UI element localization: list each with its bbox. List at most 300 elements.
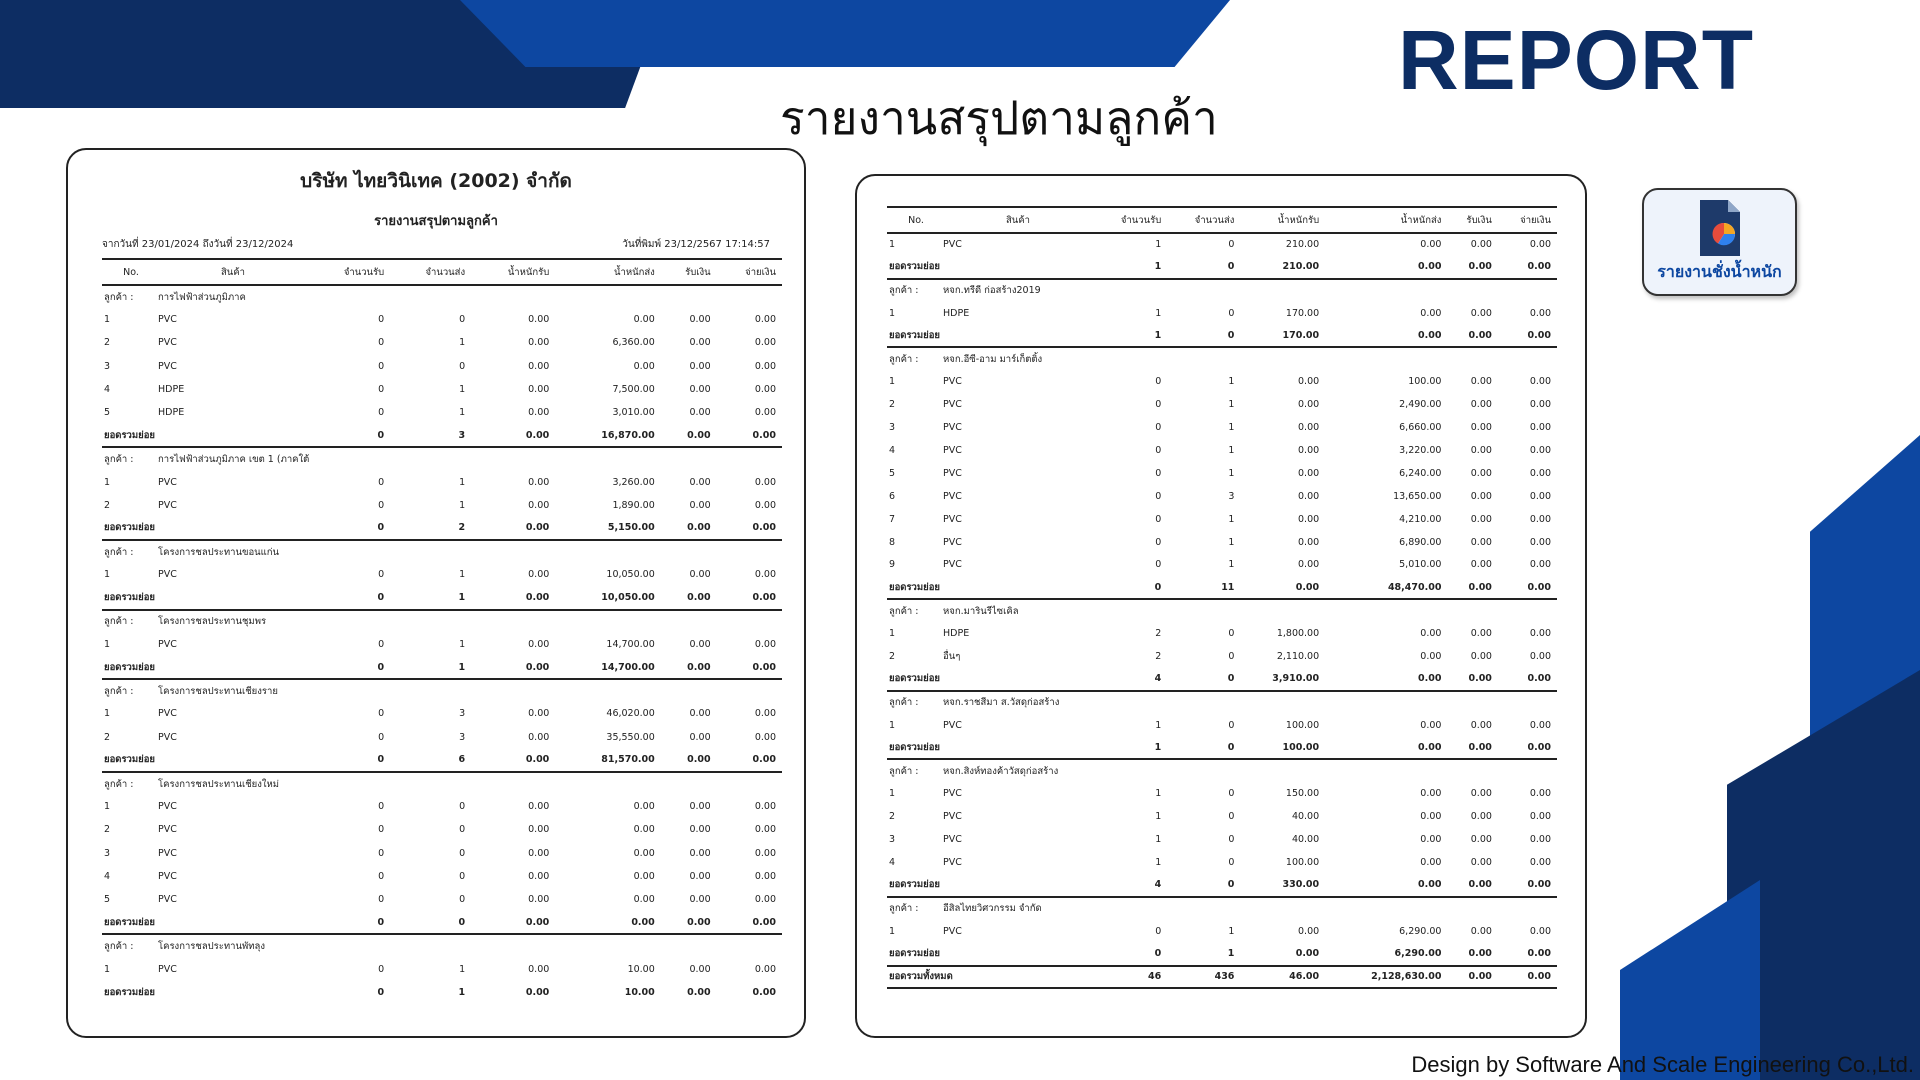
side-decoration-blue-small xyxy=(1620,880,1760,1080)
table-row xyxy=(102,818,782,841)
row-no: 4 xyxy=(104,870,111,882)
subtotal-row xyxy=(887,576,1557,599)
customer-header-row xyxy=(887,759,1557,782)
subtotal-row-qty-out: 1 xyxy=(1227,948,1235,960)
row-weight-out: 0.00 xyxy=(633,314,655,326)
row-paid: 0.00 xyxy=(754,383,776,395)
col-weight-in: น้ำหนักรับ xyxy=(1240,207,1325,233)
table-row xyxy=(887,302,1557,325)
row-weight-in: 40.00 xyxy=(1291,834,1320,846)
table-row xyxy=(887,233,1557,256)
table-row xyxy=(102,494,782,517)
subtotal-row-qty-out: 11 xyxy=(1221,581,1235,593)
row-no: 1 xyxy=(104,708,111,720)
row-paid: 0.00 xyxy=(1529,856,1551,868)
subtotal-row-qty-in: 1 xyxy=(1154,261,1162,273)
row-no: 1 xyxy=(104,314,111,326)
subtotal-row-weight-out: 0.00 xyxy=(631,916,655,928)
weight-report-label: รายงานชั่งน้ำหนัก xyxy=(1657,262,1782,281)
row-paid: 0.00 xyxy=(754,847,776,859)
row-received: 0.00 xyxy=(689,847,711,859)
row-qty-in: 0 xyxy=(378,360,385,372)
subtotal-row-paid: 0.00 xyxy=(1527,261,1551,273)
row-weight-out: 46,020.00 xyxy=(606,708,655,720)
subtotal-row-qty-out: 1 xyxy=(458,592,466,604)
row-no: 1 xyxy=(889,788,896,800)
row-no: 1 xyxy=(104,476,111,488)
table-row xyxy=(887,828,1557,851)
row-received: 0.00 xyxy=(1470,834,1492,846)
row-product: PVC xyxy=(943,513,962,525)
report-page-left xyxy=(66,148,806,1038)
subtotal-row-paid: 0.00 xyxy=(752,522,776,534)
row-no: 4 xyxy=(889,444,896,456)
col-no: No. xyxy=(887,207,943,233)
customer-label: ลูกค้า : xyxy=(887,347,943,370)
row-weight-in: 0.00 xyxy=(1298,467,1320,479)
row-paid: 0.00 xyxy=(754,360,776,372)
row-no: 3 xyxy=(889,422,896,434)
row-product: PVC xyxy=(943,856,962,868)
row-qty-in: 0 xyxy=(378,476,385,488)
row-weight-in: 0.00 xyxy=(528,476,550,488)
row-qty-out: 1 xyxy=(1228,925,1235,937)
row-no: 2 xyxy=(104,731,111,743)
row-qty-out: 0 xyxy=(1228,788,1235,800)
row-paid: 0.00 xyxy=(1529,925,1551,937)
row-received: 0.00 xyxy=(1470,307,1492,319)
row-product: HDPE xyxy=(158,383,185,395)
table-row xyxy=(887,622,1557,645)
row-paid: 0.00 xyxy=(1529,788,1551,800)
row-qty-in: 1 xyxy=(1155,834,1162,846)
subtotal-row-weight-in: 100.00 xyxy=(1282,742,1320,754)
subtotal-row-qty-in: 0 xyxy=(377,522,385,534)
grand-total-row-paid: 0.00 xyxy=(1498,966,1557,989)
grand-total-row-weight-out: 2,128,630.00 xyxy=(1325,966,1447,989)
row-received: 0.00 xyxy=(1470,925,1492,937)
subtotal-row xyxy=(102,424,782,447)
row-paid: 0.00 xyxy=(1529,513,1551,525)
row-weight-in: 100.00 xyxy=(1285,719,1320,731)
row-qty-in: 0 xyxy=(378,337,385,349)
row-product: PVC xyxy=(158,801,177,813)
customer-name: หจก.สิงห์ทองค้าวัสดุก่อสร้าง xyxy=(943,759,1557,782)
row-weight-in: 0.00 xyxy=(528,337,550,349)
row-product: อื่นๆ xyxy=(943,650,961,662)
row-weight-out: 2,490.00 xyxy=(1399,399,1442,411)
row-paid: 0.00 xyxy=(754,337,776,349)
row-qty-in: 0 xyxy=(378,638,385,650)
row-received: 0.00 xyxy=(1470,399,1492,411)
grand-total-row-label: ยอดรวมทั้งหมด xyxy=(887,966,1093,989)
table-row xyxy=(102,471,782,494)
subtotal-row xyxy=(102,586,782,609)
row-received: 0.00 xyxy=(689,870,711,882)
customer-label: ลูกค้า : xyxy=(887,691,943,714)
row-no: 2 xyxy=(104,824,111,836)
customer-label: ลูกค้า : xyxy=(104,291,134,303)
col-qty-in: จำนวนรับ xyxy=(1093,207,1167,233)
subtotal-row-received: 0.00 xyxy=(687,916,711,928)
row-qty-in: 0 xyxy=(378,963,385,975)
row-qty-out: 0 xyxy=(459,824,466,836)
col-qty-out: จำนวนส่ง xyxy=(1167,207,1240,233)
row-product: PVC xyxy=(943,834,962,846)
table-row xyxy=(102,957,782,980)
row-weight-in: 0.00 xyxy=(1298,422,1320,434)
row-weight-in: 2,110.00 xyxy=(1276,650,1320,662)
subtotal-row-received: 0.00 xyxy=(1468,261,1492,273)
row-no: 3 xyxy=(889,834,896,846)
report-document-icon xyxy=(1696,198,1744,258)
subtotal-row-qty-in: 0 xyxy=(377,661,385,673)
row-weight-out: 6,240.00 xyxy=(1399,467,1442,479)
subtotal-row-weight-out: 81,570.00 xyxy=(601,754,655,766)
grand-total-row-received: 0.00 xyxy=(1447,966,1497,989)
row-product: PVC xyxy=(158,360,177,372)
row-weight-out: 0.00 xyxy=(1420,628,1442,640)
subtotal-row-weight-in: 0.00 xyxy=(525,754,550,766)
row-received: 0.00 xyxy=(1470,536,1492,548)
row-weight-out: 0.00 xyxy=(1420,650,1442,662)
row-product: PVC xyxy=(943,239,962,251)
row-weight-out: 0.00 xyxy=(633,801,655,813)
subtotal-row-received: 0.00 xyxy=(687,661,711,673)
subtotal-row xyxy=(887,256,1557,279)
row-product: PVC xyxy=(943,559,962,571)
row-received: 0.00 xyxy=(689,708,711,720)
row-paid: 0.00 xyxy=(1529,628,1551,640)
report-print-date: วันที่พิมพ์ 23/12/2567 17:14:57 xyxy=(622,239,770,250)
subtotal-row-weight-out: 48,470.00 xyxy=(1387,581,1442,593)
customer-header-row xyxy=(102,772,782,795)
subtotal-row-paid: 0.00 xyxy=(1527,673,1551,685)
row-qty-out: 1 xyxy=(459,383,466,395)
subtotal-row-qty-out: 1 xyxy=(458,661,466,673)
grand-total-row-qty-out: 436 xyxy=(1167,966,1240,989)
row-weight-in: 0.00 xyxy=(528,569,550,581)
row-qty-in: 0 xyxy=(378,847,385,859)
row-paid: 0.00 xyxy=(754,407,776,419)
report-table-right xyxy=(887,206,1557,989)
row-received: 0.00 xyxy=(689,893,711,905)
row-paid: 0.00 xyxy=(754,893,776,905)
row-product: HDPE xyxy=(158,407,185,419)
row-no: 2 xyxy=(889,650,896,662)
row-received: 0.00 xyxy=(1470,467,1492,479)
row-qty-out: 0 xyxy=(1228,650,1235,662)
row-qty-out: 1 xyxy=(459,963,466,975)
row-product: PVC xyxy=(943,925,962,937)
col-weight-in: น้ำหนักรับ xyxy=(471,259,555,285)
row-weight-out: 35,550.00 xyxy=(606,731,655,743)
row-weight-out: 0.00 xyxy=(633,893,655,905)
table-row xyxy=(887,508,1557,531)
customer-header-row xyxy=(102,285,782,308)
row-paid: 0.00 xyxy=(1529,239,1551,251)
customer-header-row xyxy=(102,610,782,633)
subtotal-row xyxy=(102,911,782,934)
row-received: 0.00 xyxy=(1470,444,1492,456)
row-qty-in: 0 xyxy=(1155,467,1162,479)
subtotal-row-received: 0.00 xyxy=(1468,330,1492,341)
row-weight-out: 6,890.00 xyxy=(1399,536,1442,548)
customer-name: หจก.อีซี-อาม มาร์เก็ตติ้ง xyxy=(943,347,1557,370)
row-weight-in: 0.00 xyxy=(528,870,550,882)
row-qty-out: 0 xyxy=(1228,628,1235,640)
row-no: 5 xyxy=(104,893,111,905)
row-paid: 0.00 xyxy=(1529,559,1551,571)
row-paid: 0.00 xyxy=(754,870,776,882)
subtotal-row-weight-in: 0.00 xyxy=(525,592,550,604)
subtotal-row-paid: 0.00 xyxy=(752,754,776,766)
customer-label: ลูกค้า : xyxy=(102,679,158,702)
table-row xyxy=(887,439,1557,462)
subtotal-row-paid: 0.00 xyxy=(752,429,776,441)
row-received: 0.00 xyxy=(1470,513,1492,525)
row-no: 3 xyxy=(104,360,111,372)
row-qty-out: 0 xyxy=(459,314,466,326)
row-received: 0.00 xyxy=(689,963,711,975)
row-received: 0.00 xyxy=(689,638,711,650)
col-received: รับเงิน xyxy=(1447,207,1497,233)
subtotal-row-weight-in: 170.00 xyxy=(1282,330,1320,341)
table-row xyxy=(102,401,782,424)
row-weight-out: 6,360.00 xyxy=(612,337,655,349)
row-paid: 0.00 xyxy=(754,731,776,743)
row-qty-out: 3 xyxy=(459,731,466,743)
row-weight-out: 10,050.00 xyxy=(606,569,655,581)
row-received: 0.00 xyxy=(689,731,711,743)
subtotal-row-weight-out: 5,150.00 xyxy=(607,522,655,534)
subtotal-row-paid: 0.00 xyxy=(752,986,776,998)
report-page-right xyxy=(855,174,1587,1038)
subtotal-row-paid: 0.00 xyxy=(1527,581,1551,593)
row-weight-out: 100.00 xyxy=(1408,376,1442,388)
subtotal-row-qty-out: 0 xyxy=(458,916,466,928)
grand-total-row-qty-in: 46 xyxy=(1093,966,1167,989)
subtotal-row-weight-in: 210.00 xyxy=(1282,261,1320,273)
weight-report-button[interactable] xyxy=(1642,188,1797,296)
subtotal-row-qty-out: 0 xyxy=(1227,879,1235,891)
subtotal-row-qty-in: 0 xyxy=(377,592,385,604)
subtotal-row-label: ยอดรวมย่อย xyxy=(889,673,940,685)
customer-header-row xyxy=(887,599,1557,622)
row-received: 0.00 xyxy=(689,499,711,511)
row-qty-out: 1 xyxy=(1228,422,1235,434)
row-qty-out: 0 xyxy=(1228,834,1235,846)
customer-header-row xyxy=(887,279,1557,302)
row-no: 2 xyxy=(104,337,111,349)
subtotal-row-received: 0.00 xyxy=(687,522,711,534)
table-row xyxy=(102,726,782,749)
customer-name: โครงการชลประทานขอนแก่น xyxy=(158,540,782,563)
brand-title: REPORT xyxy=(1398,13,1755,107)
row-paid: 0.00 xyxy=(1529,467,1551,479)
row-paid: 0.00 xyxy=(1529,422,1551,434)
report-company: บริษัท ไทยวินิเทค (2002) จำกัด xyxy=(300,170,572,192)
row-no: 7 xyxy=(889,513,896,525)
row-qty-out: 1 xyxy=(459,638,466,650)
col-weight-out: น้ำหนักส่ง xyxy=(1325,207,1447,233)
subtotal-row xyxy=(887,737,1557,760)
subtotal-row-weight-in: 0.00 xyxy=(525,522,550,534)
row-paid: 0.00 xyxy=(1529,399,1551,411)
subtotal-row-label: ยอดรวมย่อย xyxy=(889,581,940,593)
row-qty-in: 1 xyxy=(1155,307,1162,319)
row-no: 8 xyxy=(889,536,896,548)
row-product: PVC xyxy=(158,569,177,581)
row-paid: 0.00 xyxy=(1529,444,1551,456)
row-weight-in: 0.00 xyxy=(528,383,550,395)
grand-total-row-weight-in: 46.00 xyxy=(1240,966,1325,989)
row-product: PVC xyxy=(158,824,177,836)
row-received: 0.00 xyxy=(689,314,711,326)
subtotal-row-label: ยอดรวมย่อย xyxy=(104,429,155,441)
row-no: 1 xyxy=(104,638,111,650)
col-qty-out: จำนวนส่ง xyxy=(390,259,471,285)
row-no: 3 xyxy=(104,847,111,859)
row-received: 0.00 xyxy=(1470,376,1492,388)
table-header xyxy=(102,259,782,285)
row-received: 0.00 xyxy=(689,801,711,813)
table-row xyxy=(887,851,1557,874)
subtotal-row-qty-out: 0 xyxy=(1227,330,1235,341)
customer-label: ลูกค้า : xyxy=(102,772,158,795)
row-weight-in: 40.00 xyxy=(1291,811,1320,823)
subtotal-row-qty-in: 4 xyxy=(1154,673,1162,685)
customer-header-row xyxy=(102,540,782,563)
subtotal-row-received: 0.00 xyxy=(687,592,711,604)
customer-label: ลูกค้า : xyxy=(102,610,158,633)
row-product: PVC xyxy=(943,467,962,479)
subtotal-row-received: 0.00 xyxy=(1468,673,1492,685)
table-row xyxy=(887,714,1557,737)
subtotal-row-weight-out: 10.00 xyxy=(624,986,655,998)
row-qty-in: 1 xyxy=(1155,719,1162,731)
row-weight-in: 0.00 xyxy=(1298,559,1320,571)
row-received: 0.00 xyxy=(689,569,711,581)
row-received: 0.00 xyxy=(689,337,711,349)
row-received: 0.00 xyxy=(1470,628,1492,640)
row-weight-out: 0.00 xyxy=(633,360,655,372)
row-weight-out: 0.00 xyxy=(1420,856,1442,868)
subtotal-row xyxy=(102,981,782,1004)
row-qty-in: 0 xyxy=(1155,925,1162,937)
row-product: HDPE xyxy=(943,628,970,640)
table-row xyxy=(887,553,1557,576)
row-paid: 0.00 xyxy=(754,499,776,511)
subtotal-row-weight-out: 0.00 xyxy=(1417,673,1442,685)
row-weight-out: 0.00 xyxy=(633,870,655,882)
customer-header-row xyxy=(102,934,782,957)
subtotal-row-weight-out: 16,870.00 xyxy=(601,429,655,441)
row-no: 1 xyxy=(104,801,111,813)
row-weight-out: 3,260.00 xyxy=(612,476,655,488)
table-row xyxy=(102,702,782,725)
subtotal-row-paid: 0.00 xyxy=(752,916,776,928)
row-qty-out: 1 xyxy=(1228,536,1235,548)
table-row xyxy=(887,393,1557,416)
row-product: PVC xyxy=(158,314,177,326)
row-received: 0.00 xyxy=(1470,811,1492,823)
row-paid: 0.00 xyxy=(1529,490,1551,502)
row-weight-out: 3,220.00 xyxy=(1399,444,1442,456)
row-no: 5 xyxy=(104,407,111,419)
row-qty-out: 0 xyxy=(1228,811,1235,823)
row-received: 0.00 xyxy=(689,383,711,395)
row-qty-in: 0 xyxy=(1155,559,1162,571)
row-received: 0.00 xyxy=(1470,239,1492,251)
row-paid: 0.00 xyxy=(1529,650,1551,662)
row-paid: 0.00 xyxy=(754,824,776,836)
row-qty-in: 0 xyxy=(378,499,385,511)
subtotal-row-label: ยอดรวมย่อย xyxy=(104,522,155,534)
subtotal-row-received: 0.00 xyxy=(1468,948,1492,960)
customer-name: โครงการชลประทานชุมพร xyxy=(158,610,782,633)
subtotal-row-paid: 0.00 xyxy=(1527,948,1551,960)
customer-header-row xyxy=(887,691,1557,714)
subtotal-row-paid: 0.00 xyxy=(1527,742,1551,754)
row-product: PVC xyxy=(158,731,177,743)
subtotal-row-weight-out: 14,700.00 xyxy=(601,661,655,673)
row-qty-in: 2 xyxy=(1155,650,1162,662)
table-row xyxy=(887,782,1557,805)
subtotal-row-received: 0.00 xyxy=(1468,581,1492,593)
row-weight-out: 0.00 xyxy=(633,847,655,859)
row-product: PVC xyxy=(943,536,962,548)
row-received: 0.00 xyxy=(1470,422,1492,434)
row-weight-in: 0.00 xyxy=(1298,376,1320,388)
row-qty-in: 0 xyxy=(1155,444,1162,456)
row-qty-in: 0 xyxy=(1155,536,1162,548)
row-qty-in: 0 xyxy=(378,893,385,905)
subtotal-row-weight-in: 0.00 xyxy=(1295,948,1320,960)
row-qty-in: 1 xyxy=(1155,788,1162,800)
row-product: PVC xyxy=(943,376,962,388)
table-row xyxy=(887,531,1557,554)
row-paid: 0.00 xyxy=(754,314,776,326)
row-weight-in: 0.00 xyxy=(1298,925,1320,937)
row-received: 0.00 xyxy=(689,407,711,419)
row-qty-out: 1 xyxy=(1228,399,1235,411)
row-paid: 0.00 xyxy=(1529,307,1551,319)
row-received: 0.00 xyxy=(689,476,711,488)
subtotal-row-weight-in: 0.00 xyxy=(525,429,550,441)
subtotal-row-weight-in: 0.00 xyxy=(525,986,550,998)
row-received: 0.00 xyxy=(1470,650,1492,662)
row-product: PVC xyxy=(943,490,962,502)
row-paid: 0.00 xyxy=(1529,811,1551,823)
row-weight-in: 0.00 xyxy=(1298,490,1320,502)
row-product: PVC xyxy=(158,870,177,882)
row-qty-out: 1 xyxy=(459,569,466,581)
row-paid: 0.00 xyxy=(754,476,776,488)
table-row xyxy=(887,370,1557,393)
subtotal-row-qty-in: 0 xyxy=(1154,948,1162,960)
row-weight-out: 0.00 xyxy=(633,824,655,836)
table-row xyxy=(102,331,782,354)
row-weight-out: 5,010.00 xyxy=(1399,559,1442,571)
row-product: PVC xyxy=(158,638,177,650)
row-qty-out: 1 xyxy=(1228,376,1235,388)
subtotal-row-weight-out: 0.00 xyxy=(1417,261,1442,273)
col-paid: จ่ายเงิน xyxy=(717,259,782,285)
row-weight-in: 1,800.00 xyxy=(1276,628,1320,640)
row-qty-in: 1 xyxy=(1155,811,1162,823)
subtotal-row-label: ยอดรวมย่อย xyxy=(104,592,155,604)
